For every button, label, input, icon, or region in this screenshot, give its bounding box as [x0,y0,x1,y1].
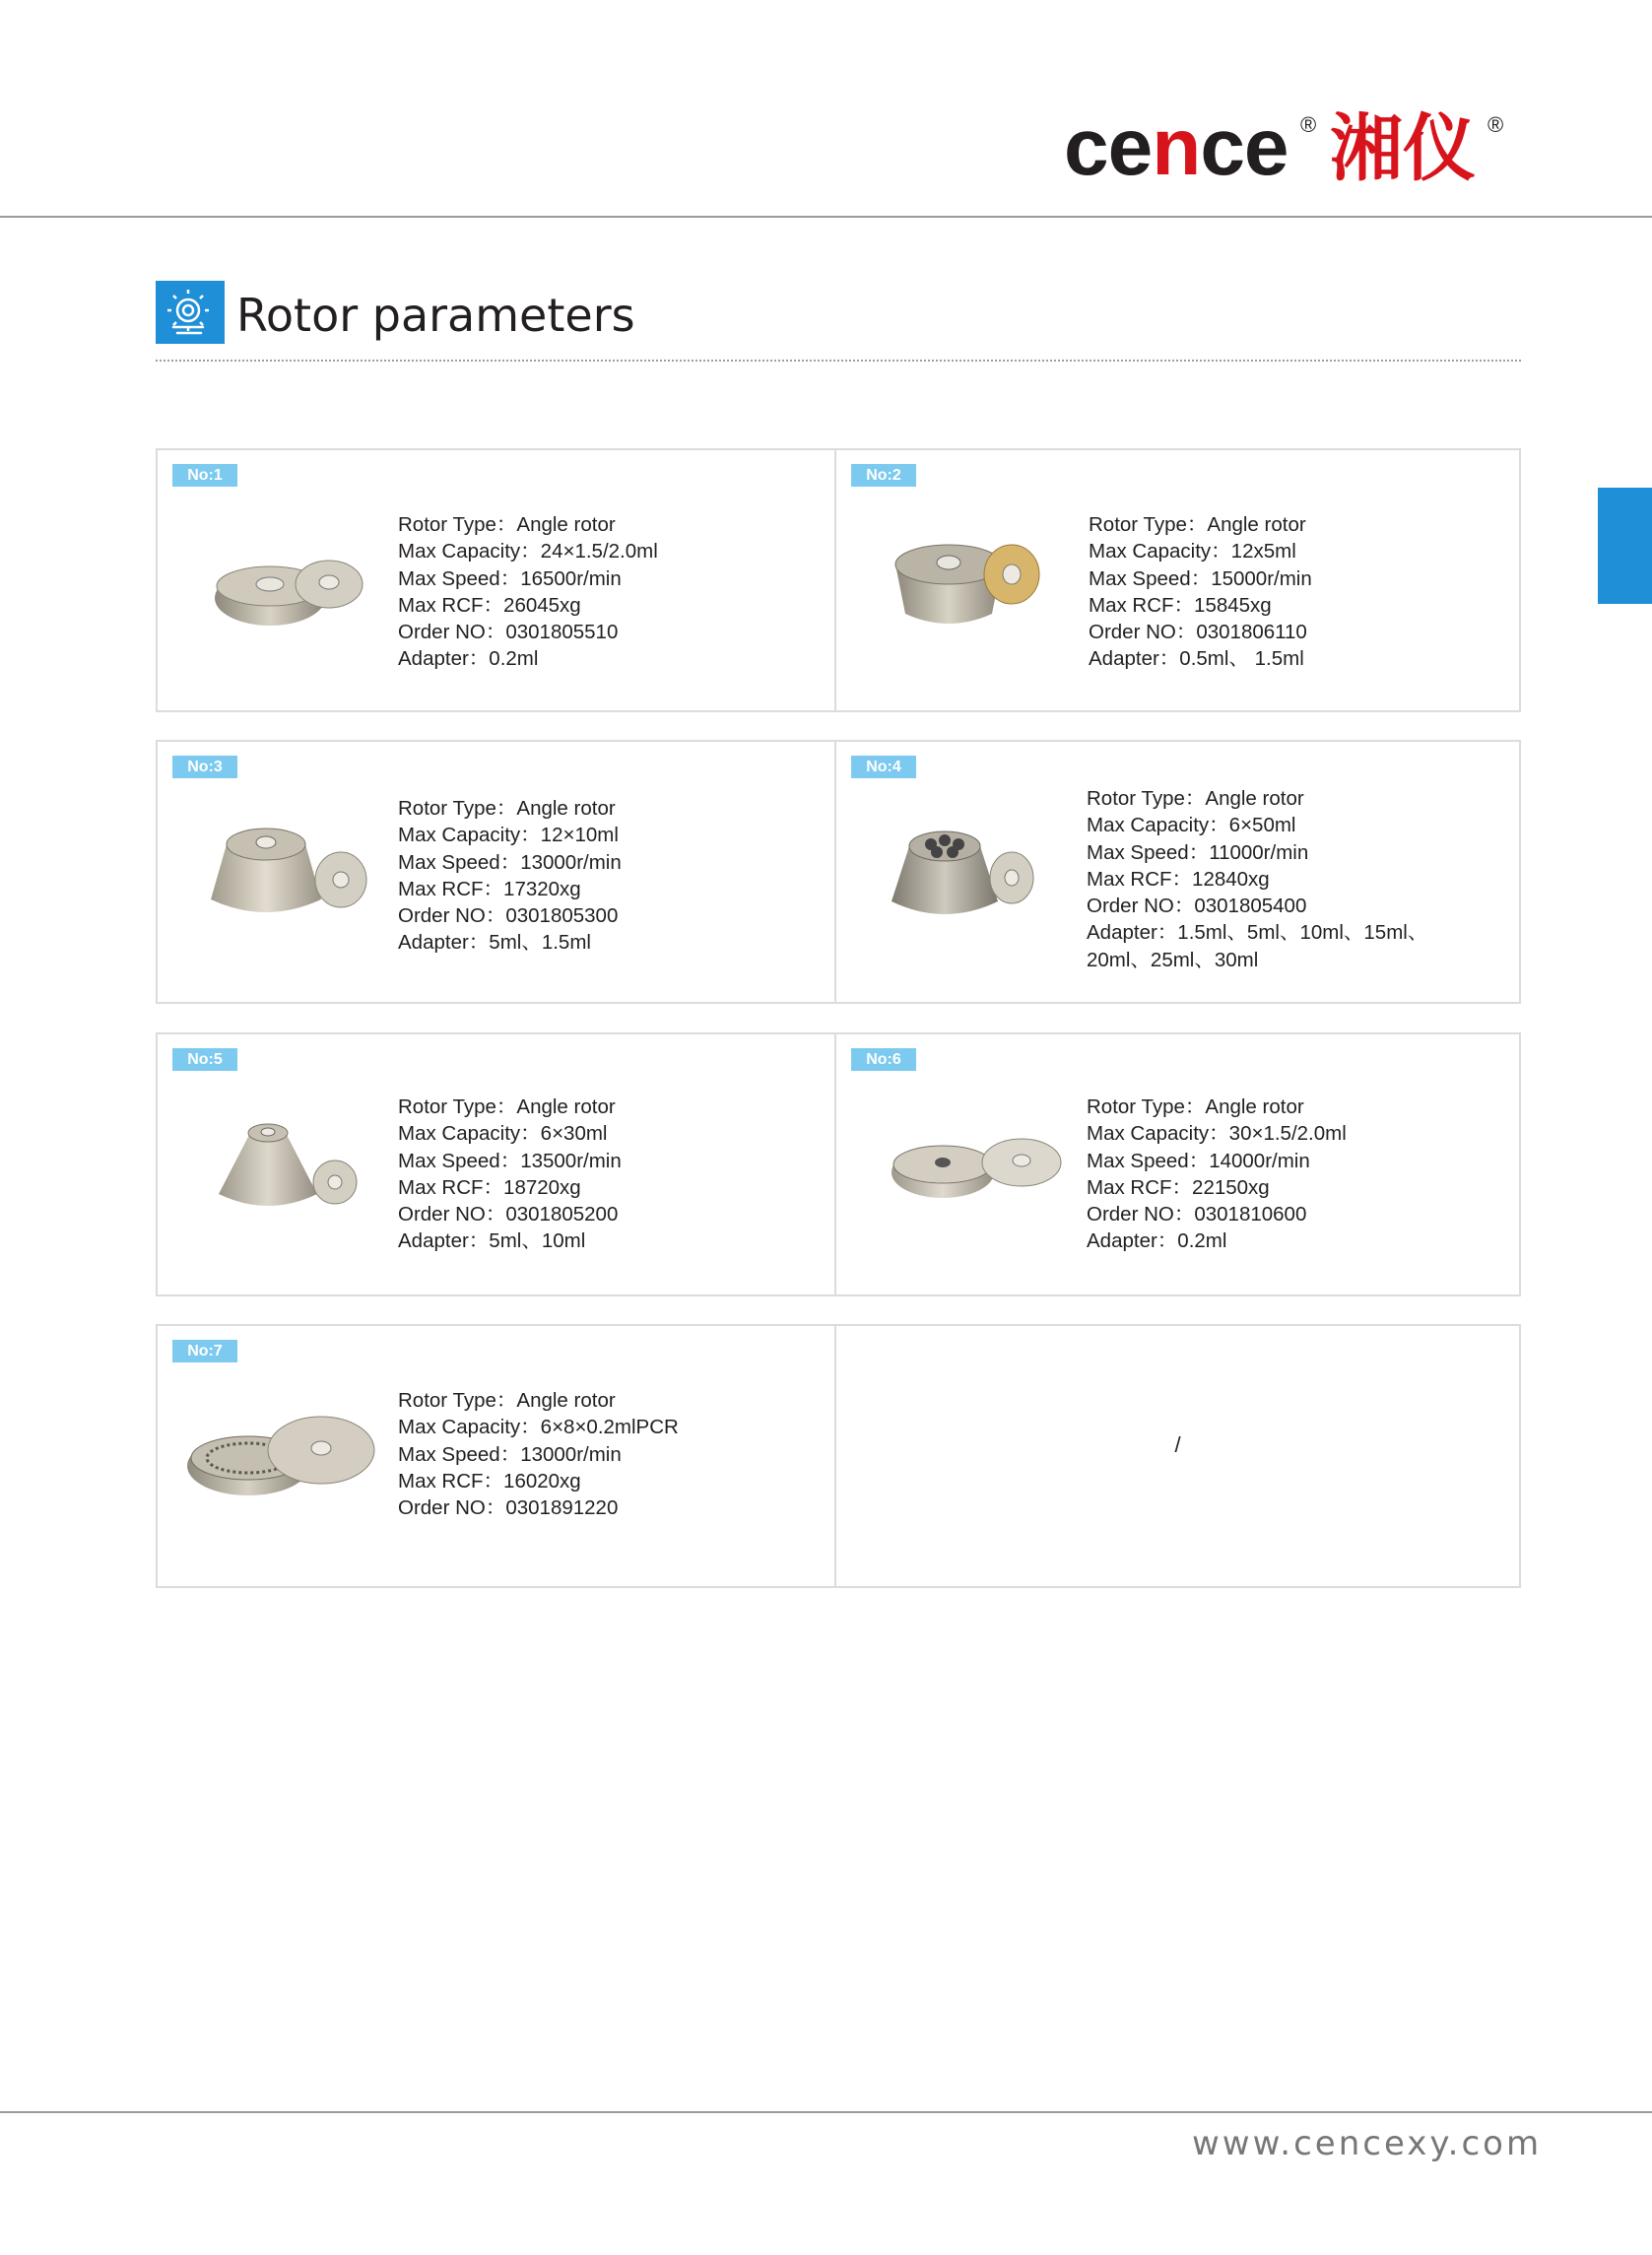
max-capacity: Max Capacity：6×30ml [398,1122,608,1146]
rotor-number-badge: No:1 [172,464,237,487]
rotor-specs [398,795,622,957]
max-capacity: Max Capacity：30×1.5/2.0ml [1087,1122,1347,1146]
rotor-specs [398,1387,679,1521]
rotor-6-image [888,1129,1065,1208]
brand-chinese-name: 湘仪 [1330,106,1476,191]
max-rcf: Max RCF：18720xg [398,1175,581,1199]
rotor-type: Rotor Type：Angle rotor [1087,1095,1304,1118]
rotor-2-image [888,531,1045,633]
max-rcf: Max RCF：12840xg [1087,867,1270,891]
rotor-4-image [884,819,1041,927]
rotor-number-badge: No:4 [851,756,916,778]
rotor-card-2 [836,450,1519,710]
max-rcf: Max RCF：17320xg [398,877,581,900]
rotor-number-badge: No:2 [851,464,916,487]
rotor-3-image [205,815,372,927]
empty-placeholder: / [1174,1432,1181,1457]
rotor-number-badge: No:6 [851,1048,916,1071]
max-speed: Max Speed：13000r/min [398,850,622,874]
header-divider [0,216,1652,218]
max-speed: Max Speed：13000r/min [398,1442,622,1466]
rotor-number-badge: No:5 [172,1048,237,1071]
max-capacity: Max Capacity：12x5ml [1089,540,1296,564]
max-rcf: Max RCF：26045xg [398,593,581,617]
brand-name: cence [1064,102,1289,192]
max-capacity: Max Capacity：6×8×0.2mlPCR [398,1416,679,1439]
max-capacity: Max Capacity：24×1.5/2.0ml [398,540,658,564]
rotor-card-5 [158,1034,834,1294]
max-speed: Max Speed：13500r/min [398,1149,622,1172]
side-tab [1598,488,1652,604]
order-number: Order NO：0301805400 [1087,895,1307,918]
rotor-5-image [209,1113,366,1216]
adapter: Adapter：1.5ml、5ml、10ml、15ml、 [1087,921,1428,945]
max-speed: Max Speed：14000r/min [1087,1149,1310,1172]
rotor-1-image [209,541,366,631]
adapter: Adapter：0.5ml、 1.5ml [1089,647,1304,671]
rotor-card-6 [836,1034,1519,1294]
section-divider [156,360,1521,362]
adapter: Adapter：0.2ml [1087,1229,1227,1253]
table-row [156,1032,1521,1296]
rotor-number-badge: No:3 [172,756,237,778]
max-rcf: Max RCF：15845xg [1089,593,1272,617]
order-number: Order NO：0301805200 [398,1203,619,1227]
rotor-card-1 [158,450,834,710]
registered-mark: ® [1487,112,1504,137]
max-speed: Max Speed：11000r/min [1087,840,1309,864]
gear-icon [156,281,225,344]
rotor-number-badge: No:7 [172,1340,237,1362]
rotor-card-7 [158,1326,834,1586]
table-row [156,740,1521,1004]
order-number: Order NO：0301805300 [398,904,619,928]
website-url[interactable]: www.cencexy.com [1192,2124,1543,2163]
rotor-card-4 [836,742,1519,1002]
adapter: Adapter：5ml、1.5ml [398,931,591,955]
adapter: Adapter：0.2ml [398,647,539,671]
rotor-specs [1087,785,1427,973]
rotor-specs [1087,1094,1347,1255]
max-speed: Max Speed：16500r/min [398,566,622,590]
table-row [156,1324,1521,1588]
rotor-card-3 [158,742,834,1002]
rotor-type: Rotor Type：Angle rotor [1089,513,1306,536]
rotor-type: Rotor Type：Angle rotor [398,513,616,536]
rotor-7-image [183,1411,380,1503]
max-capacity: Max Capacity：6×50ml [1087,814,1296,837]
adapter: Adapter：5ml、10ml [398,1229,586,1253]
section-title: Rotor parameters [236,289,635,342]
adapter-continued: 20ml、25ml、30ml [1087,948,1259,971]
brand-logo [1064,102,1517,192]
max-rcf: Max RCF：16020xg [398,1469,581,1492]
rotor-type: Rotor Type：Angle rotor [398,1095,616,1118]
order-number: Order NO：0301806110 [1089,621,1307,644]
empty-card [836,1326,1519,1586]
rotor-specs [398,1094,622,1255]
order-number: Order NO：0301891220 [398,1496,619,1520]
footer-divider [0,2111,1652,2113]
registered-mark: ® [1300,112,1317,137]
max-capacity: Max Capacity：12×10ml [398,824,619,847]
rotor-specs [1089,511,1312,673]
rotor-specs [398,511,658,673]
rotor-type: Rotor Type：Angle rotor [398,1389,616,1412]
max-speed: Max Speed：15000r/min [1089,566,1312,590]
order-number: Order NO：0301810600 [1087,1203,1307,1227]
order-number: Order NO：0301805510 [398,621,619,644]
rotor-type: Rotor Type：Angle rotor [1087,787,1304,810]
rotor-type: Rotor Type：Angle rotor [398,797,616,820]
max-rcf: Max RCF：22150xg [1087,1175,1270,1199]
table-row [156,448,1521,712]
